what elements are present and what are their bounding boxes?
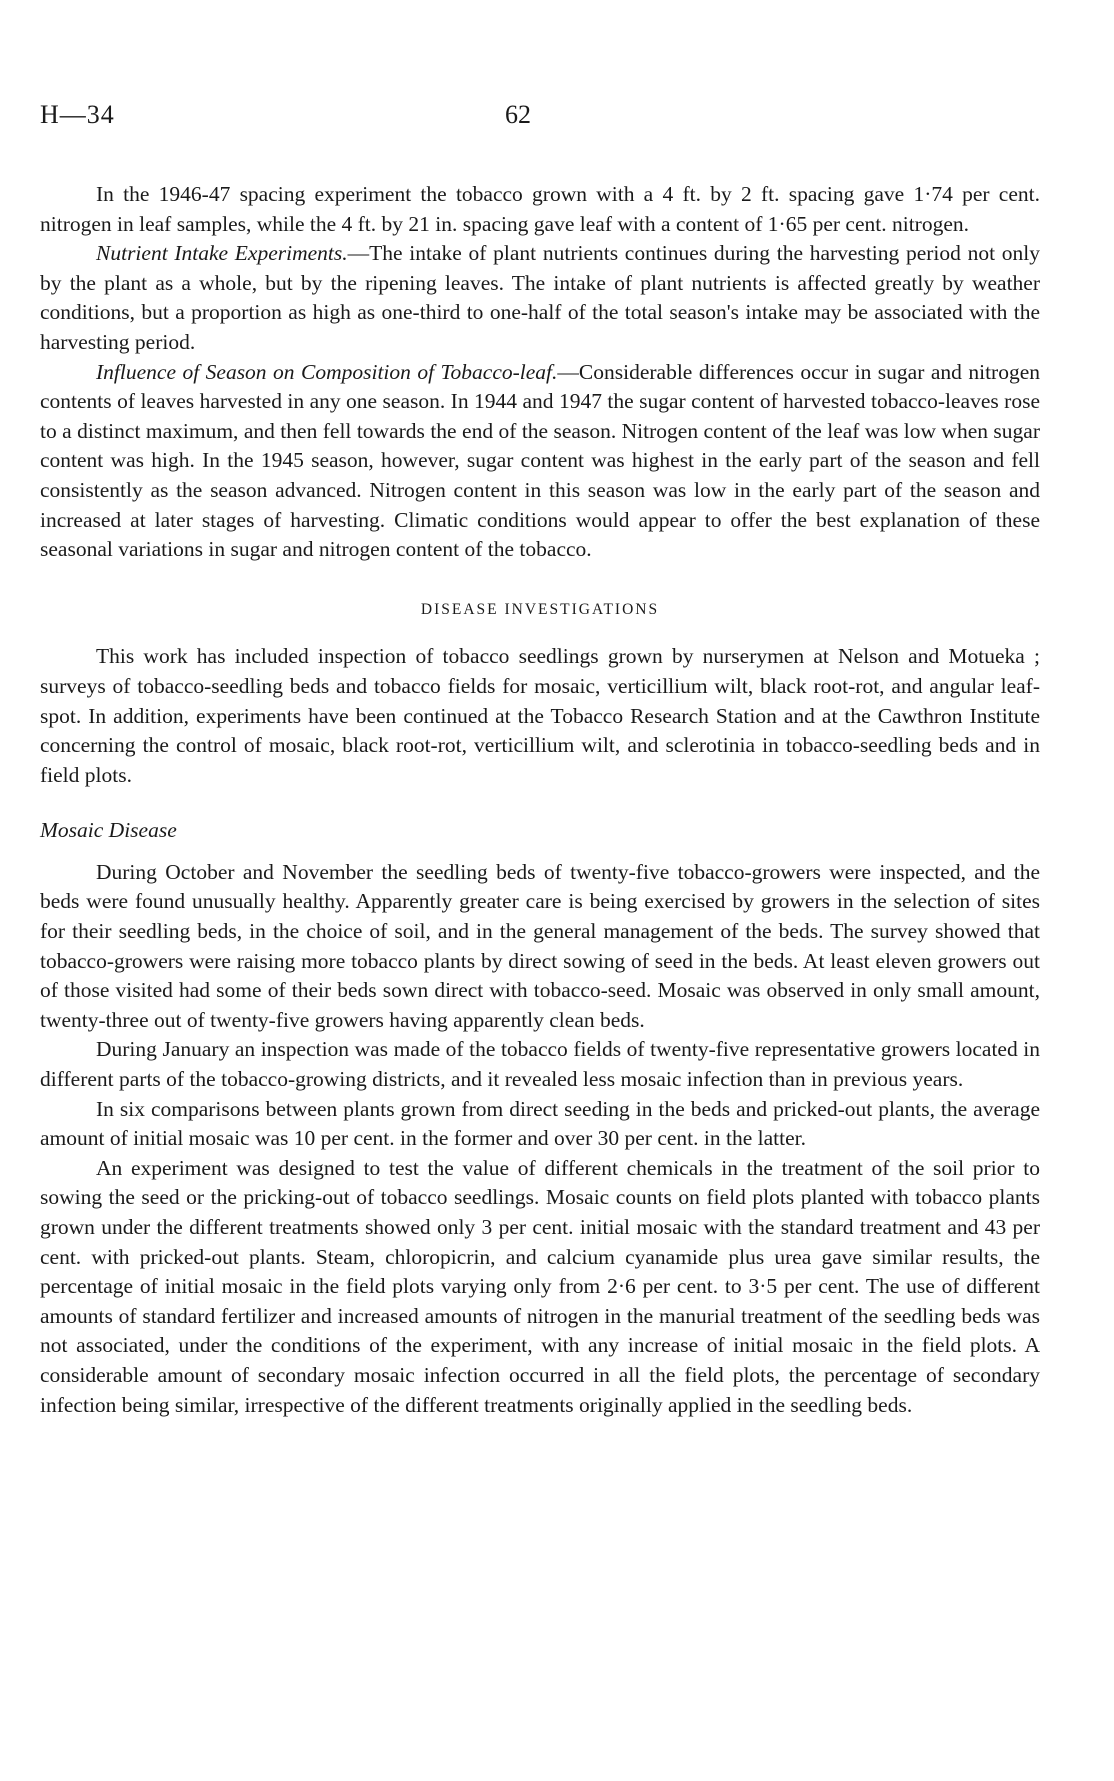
- page-number: 62: [505, 100, 531, 129]
- paragraph-lead: Nutrient Intake Experiments.: [96, 241, 348, 266]
- paragraph-disease-investigations: This work has included inspection of tobacco seedlings grown by nurserymen at Nelson and Motueka ; surveys of tobacco-seedling beds and tobacco fields for mosaic, verticillium wilt, black root-rot, and angular leaf-spot. In addition, experiments have been continued at the Tobacco Research Station and at the Cawthron Institute concerning the control of mosaic, black root-rot, verticillium wilt, and sclerotinia in tobacco-seedling beds and in field plots.: [40, 644, 1040, 787]
- paragraph-lead: Influence of Season on Composition of Tobacco-leaf.: [96, 359, 558, 384]
- paragraph-mosaic-3: In six comparisons between plants grown from direct seeding in the beds and pricked-out plants, the average amount of initial mosaic was 10 per cent. in the former and over 30 per cent. in the latter.: [40, 1096, 1040, 1151]
- paragraph-spacing-experiment: In the 1946-47 spacing experiment the tobacco grown with a 4 ft. by 2 ft. spacing gave 1·74 per cent. nitrogen in leaf samples, while the 4 ft. by 21 in. spacing gave leaf with a content of 1·65 per cent. nitrogen.: [40, 182, 1040, 236]
- paragraph-mosaic-1: During October and November the seedling beds of twenty-five tobacco-growers were inspected, and the beds were found unusually healthy. Apparently greater care is being exercised by growers in the selection of sites for their seedling beds, in the choice of soil, and in the general management of the beds. The survey showed that tobacco-growers were raising more tobacco plants by direct sowing of seed in the beds. At least eleven growers out of those visited had some of their beds sown direct with tobacco-seed. Mosaic was observed in only small amount, twenty-three out of twenty-five growers having apparently clean beds.: [40, 859, 1040, 1032]
- document-reference: H—34: [40, 100, 115, 129]
- paragraph-nutrient-intake: Nutrient Intake Experiments.—The intake of plant nutrients continues during the harvesting period not only by the plant as a whole, but by the ripening leaves. The intake of plant nutrients is affected greatly by weather conditions, but a proportion as high as one-third to one-half of the total season's intake may be associated with the harvesting period.: [40, 241, 1041, 354]
- paragraph-influence-of-season: Influence of Season on Composition of Tobacco-leaf.—Considerable differences occur in sugar and nitrogen contents of leaves harvested in any one season. In 1944 and 1947 the sugar content of harvested tobacco-leaves rose to a distinct maximum, and then fell towards the end of the season. Nitrogen content of the leaf was low when sugar content was high. In the 1945 season, however, sugar content was highest in the early part of the season and fell consistently as the season advanced. Nitrogen content in this season was low in the early part of the season and increased at later stages of harvesting. Climatic conditions would appear to offer the best explanation of these seasonal variations in sugar and nitrogen content of the tobacco.: [40, 359, 1040, 562]
- page-header: [40, 100, 1040, 140]
- document-page: [40, 100, 1040, 1420]
- paragraph-mosaic-4: An experiment was designed to test the value of different chemicals in the treatment of the soil prior to sowing the seed or the pricking-out of tobacco seedlings. Mosaic counts on field plots planted with tobacco plants grown under the different treatments showed only 3 per cent. initial mosaic with the standard treatment and 43 per cent. with pricked-out plants. Steam, chloropicrin, and calcium cyanamide plus urea gave similar results, the percentage of initial mosaic in the field plots varying only from 2·6 per cent. to 3·5 per cent. The use of different amounts of standard fertilizer and increased amounts of nitrogen in the manurial treatment of the seedling beds was not associated, under the conditions of the experiment, with any increase of initial mosaic in the field plots. A considerable amount of secondary mosaic infection occurred in all the field plots, the percentage of secondary infection being similar, irrespective of the different treatments originally applied in the seedling beds.: [40, 1155, 1040, 1417]
- section-heading: DISEASE INVESTIGATIONS: [420, 600, 660, 618]
- paragraph-mosaic-2: During January an inspection was made of the tobacco fields of twenty-five representative growers located in different parts of the tobacco-growing districts, and it revealed less mosaic infection than in previous years.: [40, 1037, 1040, 1092]
- page-content: [40, 180, 1040, 1420]
- sub-heading-mosaic: Mosaic Disease: [40, 818, 177, 843]
